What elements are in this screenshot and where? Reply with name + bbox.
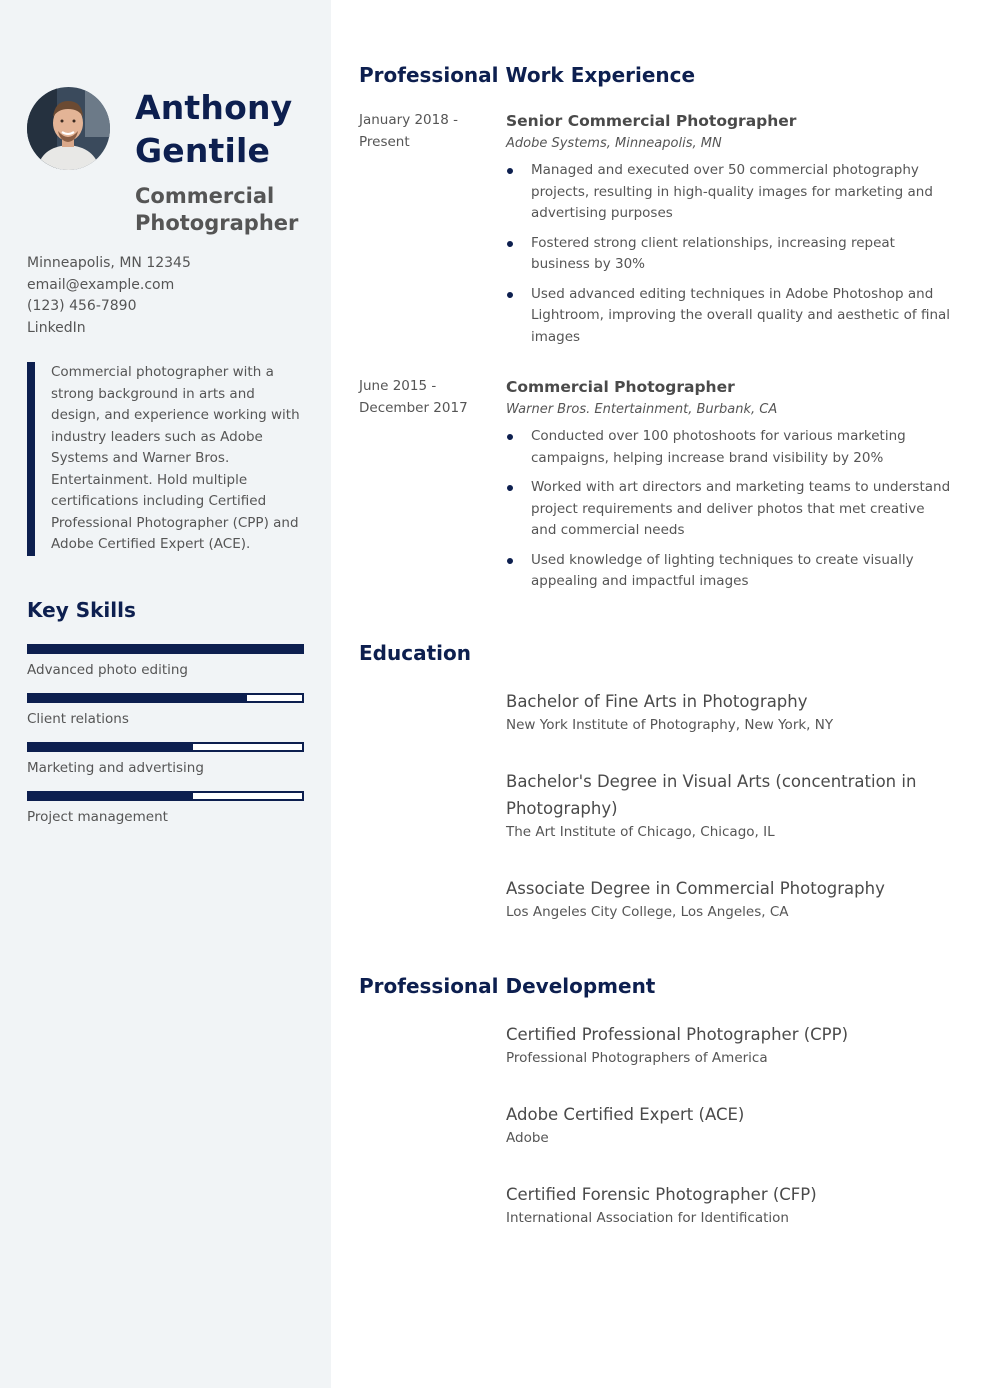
job-content <box>506 110 951 356</box>
skill-label: Advanced photo editing <box>27 662 188 678</box>
development-title: Certified Professional Photographer (CPP) <box>506 1025 849 1044</box>
skill-item <box>27 644 304 678</box>
development-issuer: Adobe <box>506 1130 549 1146</box>
job-bullet-text: Used knowledge of lighting techniques to create visually appealing and impactful images <box>531 551 914 589</box>
job-bullets <box>506 160 951 348</box>
avatar <box>27 87 110 170</box>
skill-bar-fill <box>29 793 193 799</box>
skill-bar <box>27 693 304 703</box>
skill-bar <box>27 791 304 801</box>
education-entry <box>506 768 946 842</box>
development-title: Adobe Certified Expert (ACE) <box>506 1105 745 1124</box>
summary: Commercial photographer with a strong background in arts and design, and experience working with industry leaders such as Adobe Systems and Warner Bros. Entertainment. Hold multiple certifications including Certified Professional Photographer (CPP) and Adobe Certified Expert (ACE). <box>27 362 307 556</box>
job-bullet <box>506 477 951 542</box>
job-end-date: December 2017 <box>359 399 468 416</box>
job-bullet-text: Used advanced editing techniques in Adobe Photoshop and Lightroom, improving the overall quality and aesthetic of final images <box>531 285 951 345</box>
first-name: Anthony <box>135 88 293 127</box>
contact-email[interactable]: email@example.com <box>27 276 175 293</box>
job-bullet <box>506 284 951 349</box>
skill-item <box>27 693 304 727</box>
skill-label: Project management <box>27 809 168 825</box>
job-start-date: January 2018 - <box>359 112 458 128</box>
candidate-name <box>135 86 325 172</box>
avatar-photo <box>27 87 110 170</box>
education-entry <box>506 688 946 735</box>
bullet-dot-icon <box>507 292 513 298</box>
education-institution: New York Institute of Photography, New York, NY <box>506 717 834 733</box>
job-bullets <box>506 426 951 593</box>
job-bullet <box>506 426 951 469</box>
job-dates <box>359 376 489 419</box>
education-institution: The Art Institute of Chicago, Chicago, IL <box>506 824 775 840</box>
bullet-dot-icon <box>507 168 513 174</box>
education-institution: Los Angeles City College, Los Angeles, CA <box>506 904 789 920</box>
last-name: Gentile <box>135 131 271 170</box>
development-entry <box>506 1181 946 1228</box>
bullet-dot-icon <box>507 485 513 491</box>
development-issuer: International Association for Identification <box>506 1210 789 1226</box>
job-company: Warner Bros. Entertainment, Burbank, CA <box>506 402 778 417</box>
bullet-dot-icon <box>507 558 513 564</box>
experience-heading: Professional Work Experience <box>359 63 696 87</box>
skill-bar-fill <box>29 744 193 750</box>
development-heading: Professional Development <box>359 974 656 998</box>
job-title <box>135 183 325 237</box>
education-degree: Bachelor's Degree in Visual Arts (concentration in Photography) <box>506 772 917 818</box>
skills-heading: Key Skills <box>27 598 136 622</box>
job-bullet-text: Managed and executed over 50 commercial photography projects, resulting in high-quality images for marketing and advertising purposes <box>531 162 933 221</box>
skill-item <box>27 742 304 776</box>
skill-bar-fill <box>29 695 247 701</box>
education-degree: Bachelor of Fine Arts in Photography <box>506 692 808 711</box>
job-dates <box>359 110 489 153</box>
job-content <box>506 376 951 601</box>
job-role: Commercial Photographer <box>506 378 735 396</box>
contact-linkedin[interactable]: LinkedIn <box>27 319 86 336</box>
job-bullet-text: Worked with art directors and marketing teams to understand project requirements and deliver photos that met creative and commercial needs <box>531 479 951 538</box>
development-entry <box>506 1101 946 1148</box>
contact-info <box>27 253 191 339</box>
job-title-line-1: Commercial <box>135 184 275 208</box>
bullet-dot-icon <box>507 434 513 440</box>
job-bullet-text: Conducted over 100 photoshoots for various marketing campaigns, helping increase brand visibility by 20% <box>531 428 906 466</box>
job-bullet-text: Fostered strong client relationships, increasing repeat business by 30% <box>531 234 895 272</box>
job-bullet <box>506 160 951 225</box>
education-degree: Associate Degree in Commercial Photography <box>506 879 885 898</box>
job-role: Senior Commercial Photographer <box>506 112 797 130</box>
job-start-date: June 2015 - <box>359 378 437 394</box>
contact-phone[interactable]: (123) 456-7890 <box>27 298 137 314</box>
skill-bar <box>27 644 304 654</box>
development-issuer: Professional Photographers of America <box>506 1050 768 1066</box>
job-title-line-2: Photographer <box>135 211 299 235</box>
education-heading: Education <box>359 641 471 665</box>
development-title: Certified Forensic Photographer (CFP) <box>506 1185 817 1204</box>
bullet-dot-icon <box>507 241 513 247</box>
job-bullet <box>506 550 951 593</box>
skill-bar-fill <box>29 646 302 652</box>
job-end-date: Present <box>359 133 410 150</box>
skill-item <box>27 791 304 825</box>
development-entry <box>506 1021 946 1068</box>
contact-location: Minneapolis, MN 12345 <box>27 255 191 271</box>
job-company: Adobe Systems, Minneapolis, MN <box>506 136 722 151</box>
skill-label: Marketing and advertising <box>27 760 204 776</box>
skill-label: Client relations <box>27 711 129 727</box>
skill-bar <box>27 742 304 752</box>
education-entry <box>506 875 946 922</box>
job-bullet <box>506 233 951 276</box>
